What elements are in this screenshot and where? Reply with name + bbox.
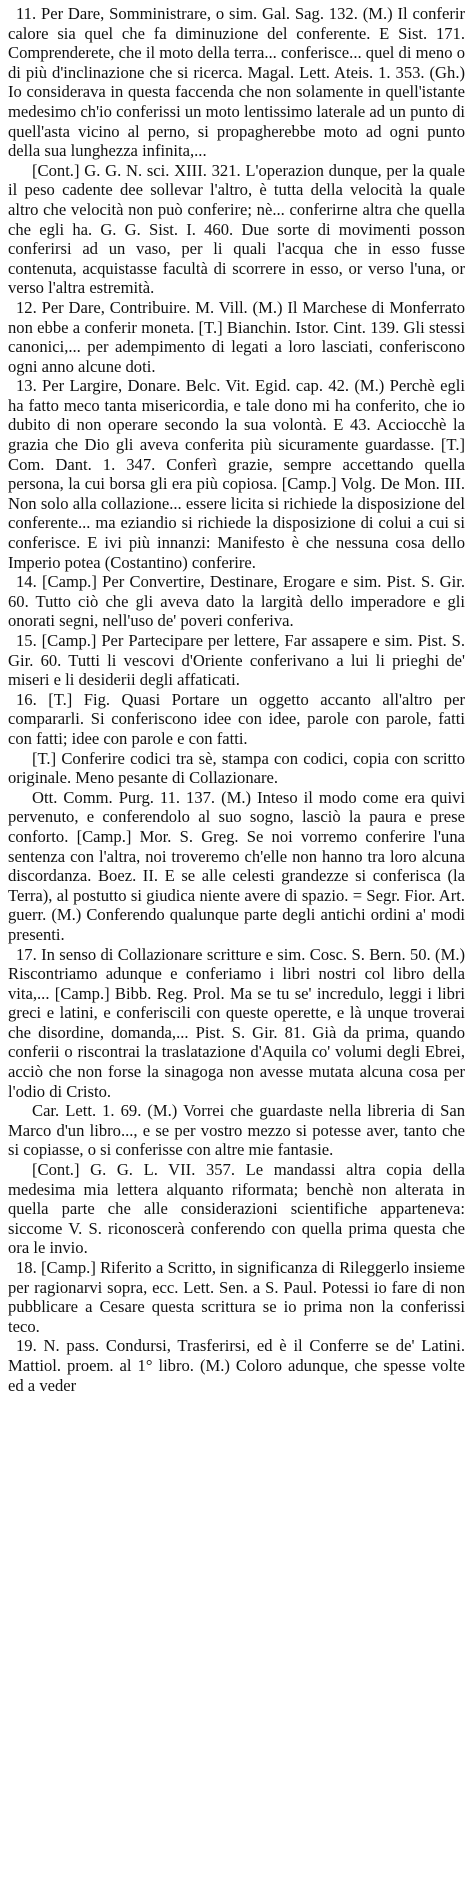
- sense-14-paragraph: 14. [Camp.] Per Convertire, Destinare, Erogare e sim. Pist. S. Gir. 60. Tutto ciò che gli aveva dato la largità dello imperadore e gli onorati segni, nell'uso de' poveri conferiva.: [8, 572, 465, 631]
- sense-17-car-lett-paragraph: Car. Lett. 1. 69. (M.) Vorrei che guardaste nella libreria di San Marco d'un libro..., e se per vostro mezzo si potesse aver, tanto che si copiasse, o si conferisse con altre mie fantasie.: [8, 1101, 465, 1160]
- sense-13-paragraph: 13. Per Largire, Donare. Belc. Vit. Egid. cap. 42. (M.) Perchè egli ha fatto meco tanta misericordia, e tale dono mi ha conferito, che io dubito di non operare secondo la sua volontà. E 43. Acciocchè la grazia che Dio gli aveva conferita più sicuramente guardasse. [T.] Com. Dant. 1. 347. Conferì grazie, sempre accettando quella persona, la cui borsa gli era più copiosa. [Camp.] Volg. De Mon. III. Non solo alla collazione... essere licita si richiede la disposizione del conferente... ma eziandio si richiede la disposizione di colui a cui si conferisce. E ivi più innanzi: Manifesto è che nessuna cosa dello Imperio potea (Costantino) conferire.: [8, 376, 465, 572]
- sense-17-paragraph: 17. In senso di Collazionare scritture e sim. Cosc. S. Bern. 50. (M.) Riscontriamo adunque e conferiamo i libri nostri col libro della vita,... [Camp.] Bibb. Reg. Prol. Ma se tu se' incredulo, leggi i libri greci e latini, e conferiscili con queste operette, e là unque troverai che disordine, domanda,... Pist. S. Gir. 81. Già da prima, quando conferii o riscontrai la traslatazione d'Aquila co' volumi degli Ebrei, acciò che non forse la sinagoga non avesse mutata alcuna cosa per l'odio di Cristo.: [8, 944, 465, 1101]
- sense-16-citations-paragraph: Ott. Comm. Purg. 11. 137. (M.) Inteso il modo come era quivi pervenuto, e conferendolo al suo sogno, lasciò la paura e prese conforto. [Camp.] Mor. S. Greg. Se noi vorremo conferire l'una sentenza con l'altra, noi troveremo ch'elle non hanno tra loro alcuna discordanza. Boez. II. E se alle celesti grandezze si conferisca (la Terra), al postutto si giudica niente avere di spazio. = Segr. Fior. Art. guerr. (M.) Conferendo qualunque parte degli antichi ordini a' modi presenti.: [8, 787, 465, 944]
- sense-16-paragraph: 16. [T.] Fig. Quasi Portare un oggetto accanto all'altro per compararli. Si conferiscono idee con idee, parole con parole, fatti con fatti; idee con parole e con fatti.: [8, 689, 465, 748]
- sense-19-paragraph: 19. N. pass. Condursi, Trasferirsi, ed è il Conferre se de' Latini. Mattiol. proem. al 1° libro. (M.) Coloro adunque, che spesse volte ed a veder: [8, 1336, 465, 1395]
- sense-18-paragraph: 18. [Camp.] Riferito a Scritto, in significanza di Rileggerlo insieme per ragionarvi sopra, ecc. Lett. Sen. a S. Paul. Potessi io fare di non pubblicare a Cesare questa scrittura se io prima non la conferissi teco.: [8, 1258, 465, 1336]
- sense-11-cont-paragraph: [Cont.] G. G. N. sci. XIII. 321. L'operazion dunque, per la quale il peso cadente dee sollevar l'altro, è tutta della velocità la quale altro che velocità non può conferire; nè... conferirne altra che quella che egli ha. G. G. Sist. I. 460. Due sorte di movimenti posson conferirsi ad un vaso, per li quali l'acqua che in esso fusse contenuta, acquistasse facultà di scorrere in esso, or verso l'una, or verso l'altra estremità.: [8, 160, 465, 298]
- sense-16-note-paragraph: [T.] Conferire codici tra sè, stampa con codici, copia con scritto originale. Meno pesante di Collazionare.: [8, 748, 465, 788]
- sense-11-paragraph: 11. Per Dare, Somministrare, o sim. Gal. Sag. 132. (M.) Il conferir calore sia quel che fa diminuzione del conferente. E Sist. 171. Comprenderete, che il moto della terra... conferisce... quel di meno o di più d'inclinazione che si ricerca. Magal. Lett. Ateis. 1. 353. (Gh.) Io considerava in questa faccenda che non solamente in quell'istante medesimo ch'io conferissi un moto lentissimo laterale ad un punto di quell'asta vicino al perno, si propagherebbe moto ad ogni punto della sua lunghezza infinita,...: [8, 4, 465, 161]
- sense-12-paragraph: 12. Per Dare, Contribuire. M. Vill. (M.) Il Marchese di Monferrato non ebbe a conferir moneta. [T.] Bianchin. Istor. Cint. 139. Gli stessi canonici,... per adempimento di legati a loro lasciati, conferiscono ogni anno alcune doti.: [8, 297, 465, 376]
- sense-17-cont-paragraph: [Cont.] G. G. L. VII. 357. Le mandassi altra copia della medesima mia lettera alquanto riformata; benchè non alterata in quella parte che alle considerazioni scientifiche apparteneva: siccome V. S. riconoscerà conferendo con quella prima questa che ora le invio.: [8, 1160, 465, 1258]
- sense-15-paragraph: 15. [Camp.] Per Partecipare per lettere, Far assapere e sim. Pist. S. Gir. 60. Tutti li vescovi d'Oriente conferivano a lui li prieghi de' miseri e li desiderii degli affaticati.: [8, 631, 465, 690]
